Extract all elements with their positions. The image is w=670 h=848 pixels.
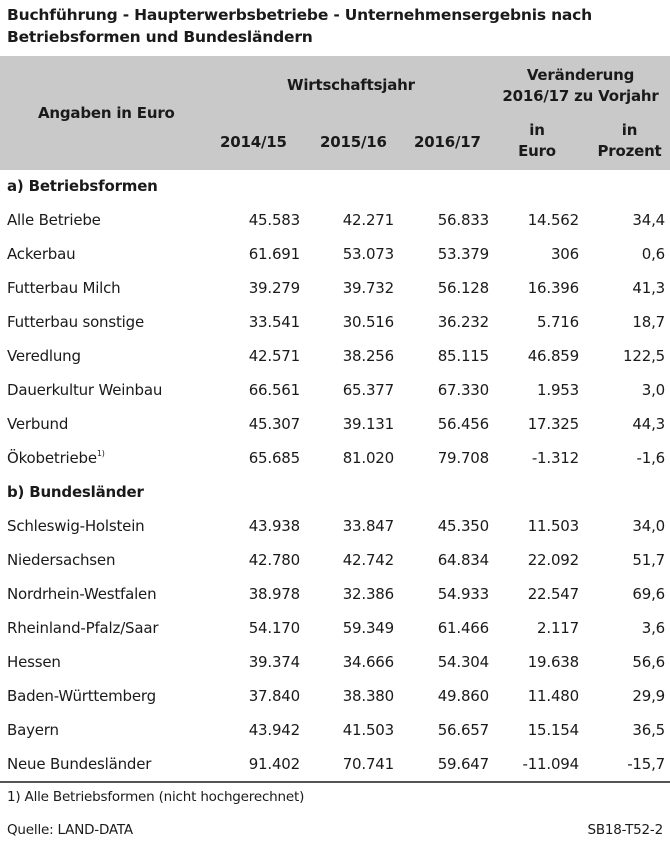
row-label-text: Futterbau sonstige — [7, 313, 144, 331]
cell-2014-15: 66.561 — [248, 381, 300, 399]
cell-2016-17: 54.304 — [437, 653, 489, 671]
cell-2015-16: 39.131 — [342, 415, 394, 433]
row-label — [7, 687, 156, 705]
cell-change-percent: 0,6 — [641, 245, 665, 263]
cell-change-euro: 1.953 — [537, 381, 579, 399]
row-label-text: Baden-Württemberg — [7, 687, 156, 705]
row-label-text: Bayern — [7, 721, 59, 739]
header-in-prozent-line2: Prozent — [597, 142, 662, 160]
cell-2014-15: 91.402 — [248, 755, 300, 773]
header-wirtschaftsjahr: Wirtschaftsjahr — [287, 76, 415, 94]
row-label-text: Alle Betriebe — [7, 211, 101, 229]
table-row — [0, 238, 670, 272]
footnote-marker: 1) — [96, 449, 105, 458]
cell-2015-16: 32.386 — [342, 585, 394, 603]
table-row — [0, 646, 670, 680]
header-in-euro-line2: Euro — [518, 142, 556, 160]
header-in-prozent — [592, 120, 667, 162]
header-in-euro — [512, 120, 562, 162]
header-year-2014-15: 2014/15 — [220, 133, 287, 151]
cell-2016-17: 64.834 — [437, 551, 489, 569]
row-label — [7, 415, 68, 433]
table-row — [0, 612, 670, 646]
row-label — [7, 245, 75, 263]
cell-2014-15: 38.978 — [248, 585, 300, 603]
table-row — [0, 544, 670, 578]
cell-2016-17: 85.115 — [437, 347, 489, 365]
row-label-text: Verbund — [7, 415, 69, 433]
section-label — [7, 177, 158, 195]
table-title: Buchführung - Haupterwerbsbetriebe - Unternehmensergebnis nach Betriebsformen und Bundesländern — [7, 6, 593, 46]
cell-change-percent: -1,6 — [636, 449, 665, 467]
header-veraenderung — [498, 65, 663, 107]
row-label — [7, 211, 101, 229]
cell-2014-15: 43.942 — [248, 721, 300, 739]
table-code: SB18-T52-2 — [587, 822, 663, 838]
cell-2014-15: 42.571 — [248, 347, 300, 365]
row-label-text: Dauerkultur Weinbau — [7, 381, 163, 399]
cell-2016-17: 59.647 — [437, 755, 489, 773]
cell-change-percent: 36,5 — [632, 721, 665, 739]
row-label — [7, 347, 81, 365]
table-row — [0, 680, 670, 714]
row-label-text: Schleswig-Holstein — [7, 517, 145, 535]
cell-2014-15: 45.307 — [248, 415, 300, 433]
cell-2014-15: 65.685 — [248, 449, 300, 467]
row-label-text: Ökobetriebe — [7, 449, 97, 467]
header-angaben: Angaben in Euro — [38, 104, 175, 122]
cell-2015-16: 38.380 — [342, 687, 394, 705]
cell-change-percent: 56,6 — [632, 653, 665, 671]
cell-change-percent: 122,5 — [623, 347, 665, 365]
cell-change-percent: 34,4 — [632, 211, 665, 229]
table-row — [0, 510, 670, 544]
cell-change-percent: 18,7 — [632, 313, 665, 331]
row-label-text: Rheinland-Pfalz/Saar — [7, 619, 159, 637]
row-label — [7, 517, 144, 535]
cell-change-euro: -1.312 — [531, 449, 579, 467]
cell-change-euro: 22.547 — [527, 585, 579, 603]
cell-2015-16: 42.271 — [342, 211, 394, 229]
table-row — [0, 748, 670, 782]
cell-2015-16: 53.073 — [342, 245, 394, 263]
cell-change-percent: 41,3 — [632, 279, 665, 297]
table-row — [0, 204, 670, 238]
cell-2015-16: 59.349 — [342, 619, 394, 637]
header-year-2015-16: 2015/16 — [320, 133, 387, 151]
cell-2015-16: 39.732 — [342, 279, 394, 297]
header-veraenderung-line1: Veränderung — [526, 66, 635, 84]
cell-2016-17: 56.128 — [437, 279, 489, 297]
table-row — [0, 442, 670, 476]
cell-change-euro: 46.859 — [527, 347, 579, 365]
cell-2016-17: 79.708 — [437, 449, 489, 467]
cell-change-euro: 17.325 — [527, 415, 579, 433]
table-row — [0, 272, 670, 306]
row-label — [7, 313, 144, 331]
cell-2016-17: 36.232 — [437, 313, 489, 331]
row-label-text: b) Bundesländer — [7, 483, 144, 501]
row-label-text: Nordrhein-Westfalen — [7, 585, 157, 603]
row-label-text: Hessen — [7, 653, 61, 671]
row-label-text: Veredlung — [7, 347, 81, 365]
cell-2016-17: 61.466 — [437, 619, 489, 637]
table-row — [0, 306, 670, 340]
cell-change-percent: 3,0 — [641, 381, 665, 399]
cell-change-percent: 34,0 — [632, 517, 665, 535]
cell-2014-15: 39.279 — [248, 279, 300, 297]
cell-2015-16: 81.020 — [342, 449, 394, 467]
cell-2014-15: 61.691 — [248, 245, 300, 263]
row-label-text: Futterbau Milch — [7, 279, 121, 297]
row-label — [7, 721, 59, 739]
cell-2016-17: 56.833 — [437, 211, 489, 229]
cell-change-euro: 2.117 — [537, 619, 579, 637]
row-label-text: a) Betriebsformen — [7, 177, 158, 195]
row-label — [7, 755, 151, 773]
cell-2015-16: 41.503 — [342, 721, 394, 739]
table-header — [0, 56, 670, 170]
source-note: Quelle: LAND-DATA — [7, 822, 133, 838]
cell-2016-17: 53.379 — [437, 245, 489, 263]
row-label-text: Niedersachsen — [7, 551, 116, 569]
cell-change-euro: 11.480 — [527, 687, 579, 705]
cell-change-euro: -11.094 — [522, 755, 579, 773]
row-label — [7, 653, 61, 671]
cell-2015-16: 33.847 — [342, 517, 394, 535]
cell-2015-16: 38.256 — [342, 347, 394, 365]
cell-change-euro: 11.503 — [527, 517, 579, 535]
cell-2014-15: 42.780 — [248, 551, 300, 569]
cell-2014-15: 54.170 — [248, 619, 300, 637]
row-label — [7, 619, 158, 637]
cell-change-euro: 5.716 — [537, 313, 579, 331]
row-label-text: Ackerbau — [7, 245, 76, 263]
cell-2014-15: 43.938 — [248, 517, 300, 535]
cell-change-percent: -15,7 — [627, 755, 665, 773]
cell-2015-16: 42.742 — [342, 551, 394, 569]
cell-2016-17: 56.657 — [437, 721, 489, 739]
row-label — [7, 279, 121, 297]
cell-2015-16: 34.666 — [342, 653, 394, 671]
section-header-row — [0, 170, 670, 204]
cell-change-percent: 29,9 — [632, 687, 665, 705]
cell-2015-16: 30.516 — [342, 313, 394, 331]
cell-change-euro: 306 — [550, 245, 579, 263]
row-label — [7, 585, 156, 603]
cell-2014-15: 45.583 — [248, 211, 300, 229]
cell-2016-17: 56.456 — [437, 415, 489, 433]
cell-change-percent: 69,6 — [632, 585, 665, 603]
section-label — [7, 483, 144, 501]
cell-change-euro: 15.154 — [527, 721, 579, 739]
table-row — [0, 714, 670, 748]
cell-change-euro: 22.092 — [527, 551, 579, 569]
cell-2014-15: 37.840 — [248, 687, 300, 705]
row-label — [7, 381, 162, 399]
header-in-prozent-line1: in — [621, 121, 638, 139]
row-label-text: Neue Bundesländer — [7, 755, 152, 773]
table-row — [0, 578, 670, 612]
table-row — [0, 408, 670, 442]
cell-2016-17: 45.350 — [437, 517, 489, 535]
table-row — [0, 374, 670, 408]
cell-change-percent: 44,3 — [632, 415, 665, 433]
cell-change-euro: 14.562 — [527, 211, 579, 229]
cell-change-percent: 3,6 — [641, 619, 665, 637]
footnote: 1) Alle Betriebsformen (nicht hochgerechnet) — [7, 789, 305, 805]
table-body — [0, 170, 670, 782]
cell-change-euro: 16.396 — [527, 279, 579, 297]
row-label — [7, 551, 115, 569]
table-row — [0, 340, 670, 374]
cell-2015-16: 65.377 — [342, 381, 394, 399]
cell-2015-16: 70.741 — [342, 755, 394, 773]
cell-2016-17: 49.860 — [437, 687, 489, 705]
cell-2014-15: 33.541 — [248, 313, 300, 331]
header-veraenderung-line2: 2016/17 zu Vorjahr — [502, 87, 659, 105]
cell-change-euro: 19.638 — [527, 653, 579, 671]
cell-change-percent: 51,7 — [632, 551, 665, 569]
header-year-2016-17: 2016/17 — [414, 133, 481, 151]
cell-2016-17: 67.330 — [437, 381, 489, 399]
cell-2016-17: 54.933 — [437, 585, 489, 603]
row-label — [7, 449, 105, 467]
header-in-euro-line1: in — [529, 121, 545, 139]
cell-2014-15: 39.374 — [248, 653, 300, 671]
section-header-row — [0, 476, 670, 510]
table-bottom-rule — [0, 781, 670, 783]
